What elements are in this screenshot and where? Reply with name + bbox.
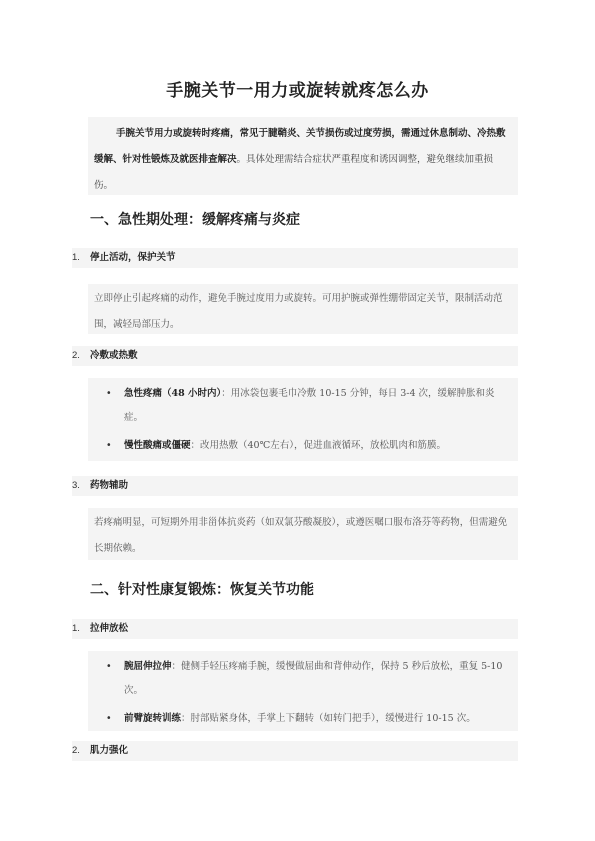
list-item [106, 655, 512, 703]
bullet-icon: • [106, 440, 112, 451]
step-number: 2. [72, 350, 80, 361]
step-description: 若疼痛明显，可短期外用非甾体抗炎药（如双氯芬酸凝胶），或遵医嘱口服布洛芬等药物，但需避免长期依赖。 [88, 508, 518, 560]
list-item-text: ：改用热敷（40℃左右），促进血液循环，放松肌肉和筋膜。 [190, 440, 446, 451]
intro-text: 。具体处理需结合症状严重程度和诱因调整，避免继续加重损伤。 [94, 154, 494, 191]
section-heading-2: 二、针对性康复锻炼：恢复关节功能 [90, 582, 314, 598]
step-header [72, 346, 518, 366]
list-item [106, 707, 512, 731]
step-label: 停止活动，保护关节 [90, 252, 176, 263]
step-number: 1. [72, 623, 80, 634]
step-label: 药物辅助 [90, 480, 129, 491]
list-item-bold: 前臂旋转训练 [124, 713, 182, 724]
section-heading-1: 一、急性期处理：缓解疼痛与炎症 [90, 212, 300, 228]
step-header [72, 741, 518, 761]
bullet-list [88, 378, 518, 461]
step-label: 肌力强化 [90, 745, 129, 756]
step-label: 拉伸放松 [90, 623, 129, 634]
intro-paragraph [88, 117, 518, 195]
list-item-text: ：肘部贴紧身体，手掌上下翻转（如转门把手），缓慢进行 10-15 次。 [181, 713, 476, 724]
bullet-icon: • [106, 661, 112, 672]
bullet-icon: • [106, 388, 112, 399]
step-number: 2. [72, 745, 80, 756]
step-header [72, 476, 518, 496]
list-item-bold: 慢性酸痛或僵硬 [124, 440, 191, 451]
step-header [72, 248, 518, 268]
bullet-list [88, 651, 518, 731]
list-item-bold: 腕屈伸拉伸 [124, 661, 172, 672]
list-item [106, 382, 512, 430]
step-number: 1. [72, 252, 80, 263]
page-title: 手腕关节一用力或旋转就疼怎么办 [166, 81, 429, 101]
step-number: 3. [72, 480, 80, 491]
step-label: 冷敷或热敷 [90, 350, 138, 361]
bullet-icon: • [106, 713, 112, 724]
step-description: 立即停止引起疼痛的动作，避免手腕过度用力或旋转。可用护腕或弹性绷带固定关节，限制活动范围，减轻局部压力。 [88, 284, 518, 334]
list-item [106, 434, 512, 458]
list-item-text: ：健侧手轻压疼痛手腕，缓慢做屈曲和背伸动作，保持 5 秒后放松，重复 5-10 次。 [124, 661, 503, 696]
list-item-bold: 急性疼痛（48 小时内） [124, 388, 222, 399]
list-item-text: ：用冰袋包裹毛巾冷敷 10-15 分钟，每日 3-4 次，缓解肿胀和炎症。 [124, 388, 495, 423]
intro-bold-text: 手腕关节用力或旋转时疼痛，常见于腱鞘炎、关节损伤或过度劳损，需通过休息制动、冷热敷缓解、针对性锻炼及就医排查解决 [94, 128, 506, 165]
step-header [72, 619, 518, 639]
